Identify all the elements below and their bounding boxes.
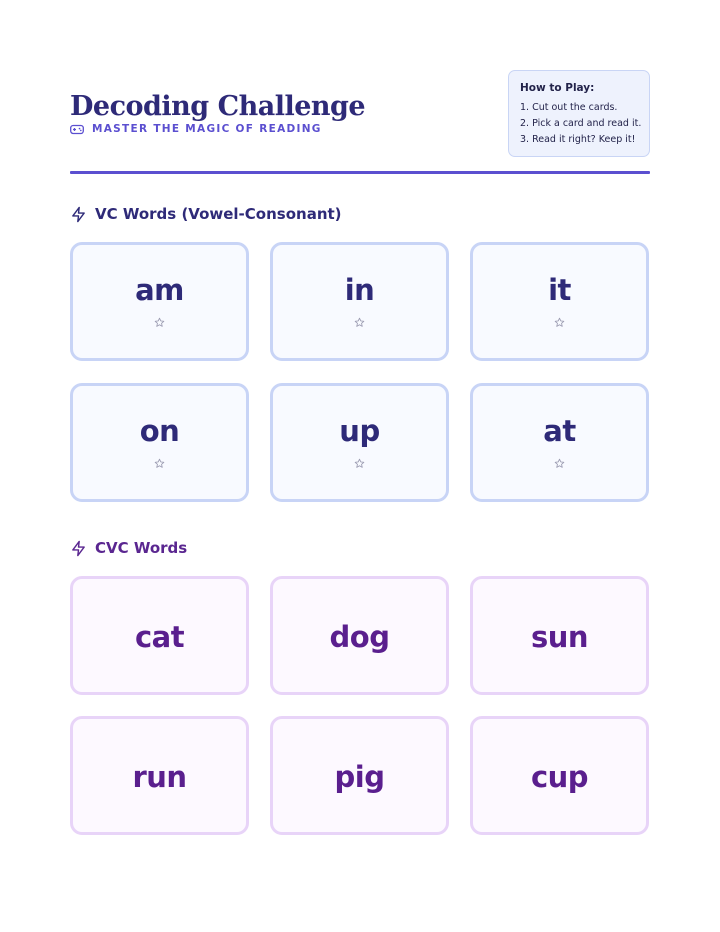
card-word: dog	[329, 620, 390, 654]
star-icon	[354, 458, 365, 469]
word-card[interactable]	[470, 383, 649, 502]
word-card[interactable]	[70, 383, 249, 502]
card-word: up	[339, 414, 380, 448]
how-to-play-step: 2. Pick a card and read it.	[520, 118, 642, 129]
card-word: in	[344, 273, 375, 307]
word-card[interactable]	[270, 242, 449, 361]
cvc-section-heading	[70, 539, 187, 557]
star-icon	[554, 317, 565, 328]
page-subtitle: MASTER THE MAGIC OF READING	[92, 123, 322, 135]
card-word: on	[139, 414, 180, 448]
lightning-bolt-icon	[70, 206, 87, 223]
card-word: run	[132, 760, 187, 794]
word-card[interactable]	[470, 716, 649, 835]
subtitle-row	[70, 123, 322, 135]
card-word: at	[543, 414, 576, 448]
card-word: sun	[530, 620, 589, 654]
word-card[interactable]	[470, 242, 649, 361]
card-word: it	[548, 273, 571, 307]
header-divider	[70, 171, 650, 174]
word-card[interactable]	[470, 576, 649, 695]
star-icon	[354, 317, 365, 328]
page-title: Decoding Challenge	[70, 91, 366, 122]
page-header	[70, 70, 650, 160]
how-to-play-step: 1. Cut out the cards.	[520, 102, 618, 113]
how-to-play-step: 3. Read it right? Keep it!	[520, 134, 636, 145]
gamepad-icon	[70, 124, 84, 135]
vc-section-title: VC Words (Vowel-Consonant)	[95, 205, 342, 223]
vc-section-heading	[70, 205, 342, 223]
cvc-section-title: CVC Words	[95, 539, 188, 557]
how-to-play-title: How to Play:	[520, 82, 595, 94]
word-card[interactable]	[270, 716, 449, 835]
card-word: cup	[530, 760, 589, 794]
word-card[interactable]	[270, 383, 449, 502]
word-card[interactable]	[270, 576, 449, 695]
card-word: am	[135, 273, 184, 307]
word-card[interactable]	[70, 576, 249, 695]
lightning-bolt-icon	[70, 540, 87, 557]
card-word: pig	[334, 760, 385, 794]
star-icon	[154, 458, 165, 469]
how-to-play-box	[508, 70, 650, 157]
word-card[interactable]	[70, 716, 249, 835]
card-word: cat	[134, 620, 185, 654]
word-card[interactable]	[70, 242, 249, 361]
star-icon	[554, 458, 565, 469]
star-icon	[154, 317, 165, 328]
